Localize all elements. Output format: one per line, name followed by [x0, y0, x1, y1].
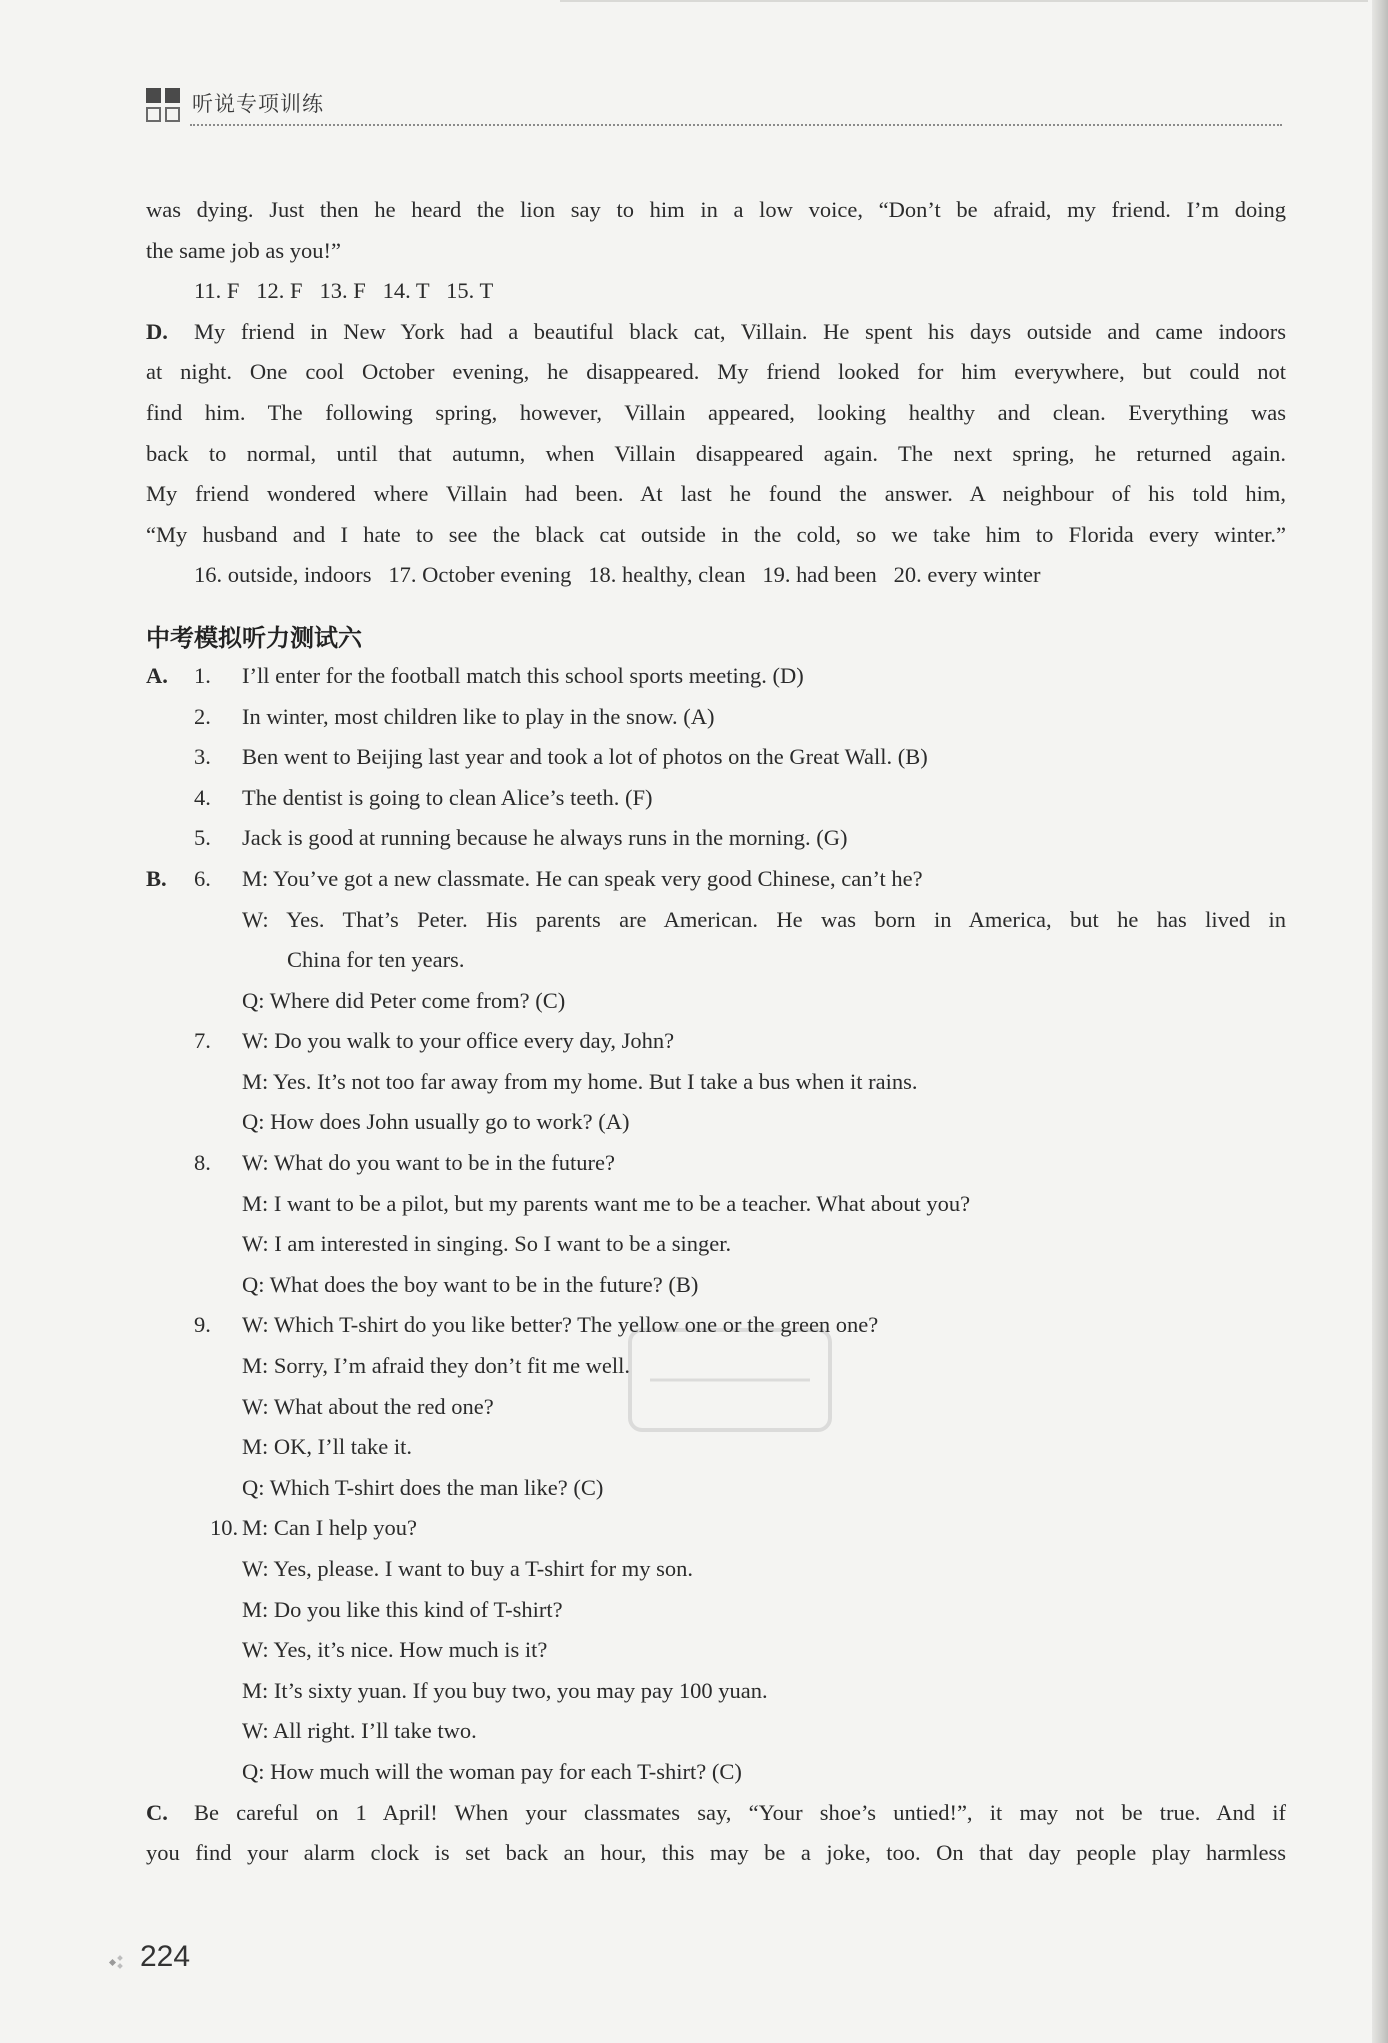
section-a-item: [146, 818, 1286, 859]
section-c-text: Be careful on 1 April! When your classmates say, “Your shoe’s untied!”, it may not be true. And if: [194, 1799, 1286, 1825]
section-a-item: [146, 697, 1286, 738]
section-c-line: [146, 1793, 1286, 1834]
item-number: 9.: [194, 1312, 211, 1338]
section-a-item: [146, 656, 1286, 697]
section-c-label: C.: [146, 1799, 168, 1825]
item-number: 6.: [194, 865, 211, 891]
intro-answers: 11. F 12. F 13. F 14. T 15. T: [194, 278, 494, 304]
dialogue-line: [146, 1143, 1286, 1184]
dialogue-text: W: Do you walk to your office every day, John?: [242, 1028, 675, 1054]
item-text: Jack is good at running because he always runs in the morning. (G): [242, 825, 848, 851]
test-title: 中考模拟听力测试六: [146, 623, 362, 652]
page-content: [146, 190, 1286, 1874]
page-edge-shadow: [1372, 0, 1388, 2043]
dialogue-line: M: I want to be a pilot, but my parents want me to be a teacher. What about you?: [242, 1190, 971, 1216]
intro-line: was dying. Just then he heard the lion say to him in a low voice, “Don’t be afraid, my friend. I’m doing: [146, 197, 1286, 222]
section-d-line: back to normal, until that autumn, when Villain disappeared again. The next spring, he returned again.: [146, 440, 1286, 466]
dialogue-line: M: Yes. It’s not too far away from my home. But I take a bus when it rains.: [242, 1068, 918, 1094]
dialogue-text: M: Can I help you?: [242, 1515, 417, 1541]
dialogue-text: M: You’ve got a new classmate. He can speak very good Chinese, can’t he?: [242, 865, 923, 891]
dialogue-line: M: OK, I’ll take it.: [242, 1434, 412, 1460]
item-number: 1.: [194, 662, 211, 688]
dialogue-line: Q: Which T-shirt does the man like? (C): [242, 1474, 604, 1500]
dialogue-line: [146, 1021, 1286, 1062]
item-text: The dentist is going to clean Alice’s teeth. (F): [242, 784, 653, 810]
dialogue-line: W: All right. I’ll take two.: [242, 1718, 477, 1744]
section-d-line: “My husband and I hate to see the black cat outside in the cold, so we take him to Florida every winter.”: [146, 521, 1286, 547]
section-d-label: D.: [146, 318, 168, 344]
section-d-line: at night. One cool October evening, he disappeared. My friend looked for him everywhere, but could not: [146, 359, 1286, 385]
dialogue-line: W: Yes, please. I want to buy a T-shirt for my son.: [242, 1556, 693, 1581]
dialogue-line: [146, 1305, 1286, 1346]
section-d-text: My friend in New York had a beautiful black cat, Villain. He spent his days outside and came indoors: [194, 318, 1286, 344]
dialogue-line: W: I am interested in singing. So I want to be a singer.: [242, 1231, 732, 1257]
dialogue-line: Q: How much will the woman pay for each T-shirt? (C): [242, 1758, 742, 1784]
section-d-line: find him. The following spring, however, Villain appeared, looking healthy and clean. Everything was: [146, 399, 1286, 425]
header-dotted-rule: [190, 124, 1282, 126]
dialogue-line: W: Yes, it’s nice. How much is it?: [242, 1637, 548, 1663]
dialogue-line: [146, 1508, 1286, 1549]
dialogue-text: W: What do you want to be in the future?: [242, 1150, 616, 1176]
page-number: 224: [140, 1940, 191, 1973]
dialogue-line: W: Yes. That’s Peter. His parents are American. He was born in America, but he has lived in: [242, 906, 1286, 932]
section-a-label: A.: [146, 662, 168, 688]
section-b-label: B.: [146, 865, 167, 891]
item-number: 10.: [210, 1515, 239, 1541]
item-number: 2.: [194, 703, 211, 729]
section-d-line: [146, 312, 1286, 353]
diamond-dots-icon: [108, 1954, 128, 1970]
dialogue-line: Q: Where did Peter come from? (C): [242, 987, 566, 1013]
dialogue-text: W: Which T-shirt do you like better? The yellow one or the green one?: [242, 1312, 879, 1338]
item-number: 3.: [194, 744, 211, 770]
section-d-line: My friend wondered where Villain had been. At last he found the answer. A neighbour of his told him,: [146, 481, 1286, 507]
header-title: 听说专项训练: [192, 92, 324, 116]
item-number: 8.: [194, 1150, 211, 1176]
dialogue-line: M: Do you like this kind of T-shirt?: [242, 1596, 563, 1622]
dialogue-line: [146, 859, 1286, 900]
section-a-item: [146, 737, 1286, 778]
section-a-item: [146, 778, 1286, 819]
section-c-line: you find your alarm clock is set back an hour, this may be a joke, too. On that day people play harmless: [146, 1840, 1286, 1866]
item-text: I’ll enter for the football match this school sports meeting. (D): [242, 662, 804, 688]
page-header: [146, 86, 1282, 132]
item-text: In winter, most children like to play in the snow. (A): [242, 703, 715, 729]
dialogue-line: W: What about the red one?: [242, 1393, 494, 1419]
dialogue-line: China for ten years.: [287, 947, 465, 973]
top-border-line: [560, 0, 1368, 2]
item-text: Ben went to Beijing last year and took a lot of photos on the Great Wall. (B): [242, 744, 928, 770]
section-d-answers: 16. outside, indoors 17. October evening 18. healthy, clean 19. had been 20. every winter: [194, 562, 1041, 588]
item-number: 5.: [194, 825, 211, 851]
intro-line: the same job as you!”: [146, 237, 341, 263]
dialogue-line: M: Sorry, I’m afraid they don’t fit me well.: [242, 1353, 631, 1379]
dialogue-line: M: It’s sixty yuan. If you buy two, you may pay 100 yuan.: [242, 1677, 768, 1703]
dialogue-line: Q: How does John usually go to work? (A): [242, 1109, 630, 1135]
item-number: 4.: [194, 784, 211, 810]
dialogue-line: Q: What does the boy want to be in the future? (B): [242, 1271, 699, 1297]
item-number: 7.: [194, 1028, 211, 1054]
header-logo-icon: [146, 86, 182, 124]
